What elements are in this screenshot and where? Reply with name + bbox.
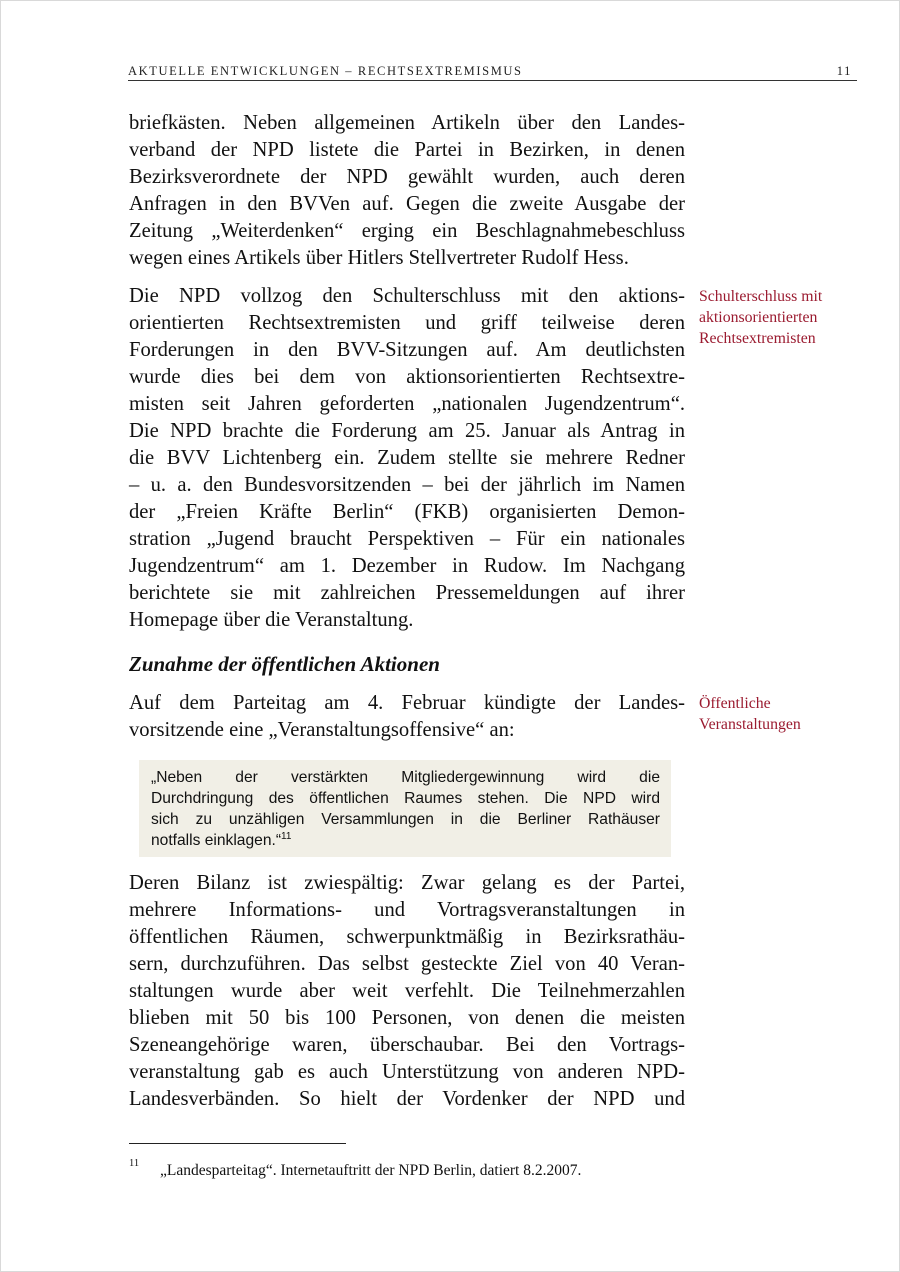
text-line: vorsitzende eine „Veranstaltungsoffensive“ an:: [129, 719, 515, 741]
text-line: Szeneangehörige waren, überschaubar. Bei den Vortrags-: [129, 1034, 685, 1056]
text-line: Deren Bilanz ist zwiespältig: Zwar gelang es der Partei,: [129, 872, 685, 894]
margin-note-line: aktionsorientierten: [699, 309, 818, 326]
text-line: Jugendzentrum“ am 1. Dezember in Rudow. Im Nachgang: [129, 555, 685, 577]
text-line: berichtete sie mit zahlreichen Pressemeldungen auf ihrer: [129, 582, 685, 604]
page-number: 11: [836, 64, 852, 78]
text-line: blieben mit 50 bis 100 Personen, von denen die meisten: [129, 1007, 685, 1029]
paragraph-3: [129, 690, 685, 744]
margin-note-veranstaltungen: [699, 693, 869, 735]
text-line: Forderungen in den BVV-Sitzungen auf. Am deutlichsten: [129, 339, 685, 361]
text-line: veranstaltung gab es auch Unterstützung von anderen NPD-: [129, 1061, 685, 1083]
text-line: Zeitung „Weiterdenken“ erging ein Beschlagnahmebeschluss: [129, 220, 685, 242]
quote-line: „Neben der verstärkten Mitgliedergewinnung wird die: [151, 769, 660, 786]
margin-note-line: Rechtsextremisten: [699, 330, 816, 347]
footnote-text: „Landesparteitag“. Internetauftritt der NPD Berlin, datiert 8.2.2007.: [160, 1162, 582, 1179]
text-line: orientierten Rechtsextremisten und griff teilweise deren: [129, 312, 685, 334]
footnote-number: 11: [129, 1158, 140, 1169]
text-line: Landesverbänden. So hielt der Vordenker der NPD und: [129, 1088, 685, 1110]
text-line: wegen eines Artikels über Hitlers Stellvertreter Rudolf Hess.: [129, 247, 629, 269]
quote-line: Durchdringung des öffentlichen Raumes stehen. Die NPD wird: [151, 790, 660, 807]
margin-note-schulterschluss: [699, 286, 869, 349]
text-line: mehrere Informations- und Vortragsveranstaltungen in: [129, 899, 685, 921]
block-quote: [139, 760, 671, 857]
text-line: wurde dies bei dem von aktionsorientierten Rechtsextre-: [129, 366, 685, 388]
margin-note-line: Veranstaltungen: [699, 716, 801, 733]
text-line: Anfragen in den BVVen auf. Gegen die zweite Ausgabe der: [129, 193, 685, 215]
text-line: Auf dem Parteitag am 4. Februar kündigte der Landes-: [129, 692, 685, 714]
text-line: verband der NPD listete die Partei in Bezirken, in denen: [129, 139, 685, 161]
text-line: Bezirksverordnete der NPD gewählt wurden, auch deren: [129, 166, 685, 188]
footnote-reference[interactable]: 11: [281, 830, 292, 842]
paragraph-4: [129, 870, 685, 1113]
paragraph-1: [129, 110, 685, 272]
text-line: staltungen wurde aber weit verfehlt. Die Teilnehmerzahlen: [129, 980, 685, 1002]
text-line: öffentlichen Räumen, schwerpunktmäßig in Bezirksrathäu-: [129, 926, 685, 948]
text-line: Homepage über die Veranstaltung.: [129, 609, 414, 631]
section-heading: Zunahme der öffentlichen Aktionen: [129, 652, 440, 676]
text-line: Die NPD brachte die Forderung am 25. Januar als Antrag in: [129, 420, 685, 442]
text-line: die BVV Lichtenberg ein. Zudem stellte sie mehrere Redner: [129, 447, 685, 469]
running-header: [128, 64, 856, 79]
quote-text: notfalls einklagen.“: [151, 832, 282, 849]
text-line: sern, durchzuführen. Das selbst gesteckte Ziel von 40 Veran-: [129, 953, 685, 975]
text-line: misten seit Jahren geforderten „nationalen Jugendzentrum“.: [129, 393, 685, 415]
quote-line-last: [151, 830, 660, 851]
text-line: der „Freien Kräfte Berlin“ (FKB) organisierten Demon-: [129, 501, 685, 523]
text-line: stration „Jugend braucht Perspektiven – Für ein nationales: [129, 528, 685, 550]
text-line: – u. a. den Bundesvorsitzenden – bei der jährlich im Namen: [129, 474, 685, 496]
margin-note-line: Öffentliche: [699, 695, 771, 712]
quote-line: sich zu unzähligen Versammlungen in die Berliner Rathäuser: [151, 811, 660, 828]
text-line: Die NPD vollzog den Schulterschluss mit den aktions-: [129, 285, 685, 307]
footnote-rule: [129, 1143, 346, 1144]
text-line: briefkästen. Neben allgemeinen Artikeln über den Landes-: [129, 112, 685, 134]
paragraph-2: [129, 283, 685, 634]
running-title: AKTUELLE ENTWICKLUNGEN – RECHTSEXTREMISMUS: [128, 64, 523, 78]
margin-note-line: Schulterschluss mit: [699, 288, 823, 305]
header-rule: [128, 80, 857, 81]
